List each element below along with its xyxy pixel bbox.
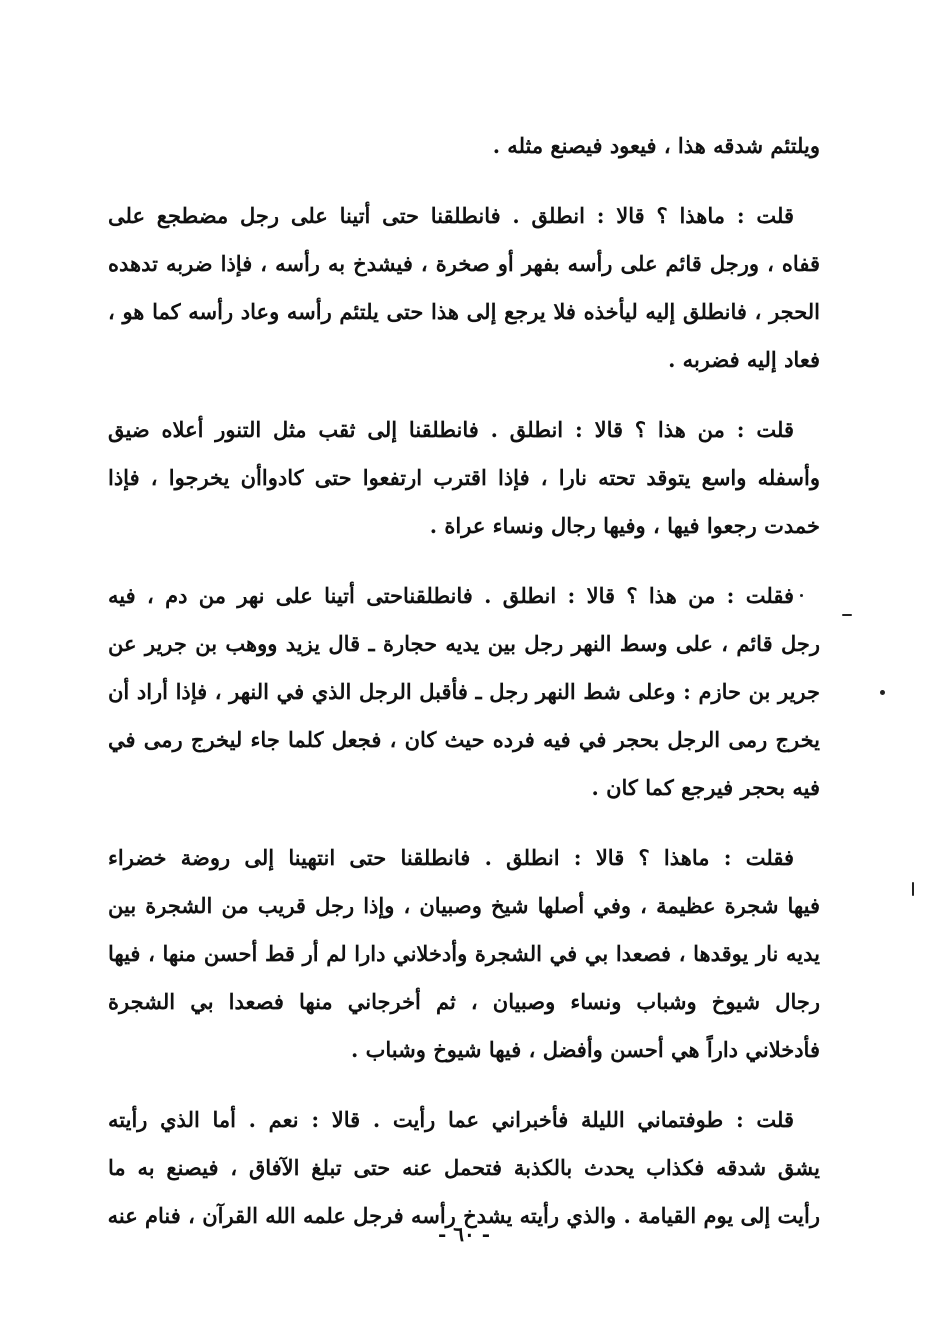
text-line: يخرج رمى الرجل بحجر في فيه فرده حيث كان ، فجعل كلما جاء ليخرج رمى في bbox=[108, 727, 820, 752]
scan-speck bbox=[880, 690, 885, 695]
paragraph-2 bbox=[108, 192, 820, 384]
text-line: يديه نار يوقدها ، فصعدا بي في الشجرة وأدخلاني دارا لم أر قط أحسن منها ، فيها bbox=[108, 941, 820, 966]
text-line: فيه بحجر فيرجع كما كان . bbox=[591, 775, 820, 800]
text-line: رجل قائم ، على وسط النهر رجل بين يديه حجارة ـ قال يزيد ووهب بن جرير عن bbox=[108, 631, 820, 656]
text-line: قلت : من هذا ؟ قالا : انطلق . فانطلقنا إلى ثقب مثل التنور أعلاه ضيق bbox=[108, 417, 794, 442]
text-line: الحجر ، فانطلق إليه ليأخذه فلا يرجع إلى هذا حتى يلتئم رأسه وعاد رأسه كما هو ، bbox=[108, 299, 820, 324]
text-line: قلت : ماهذا ؟ قالا : انطلق . فانطلقنا حتى أتينا على رجل مضطجع على bbox=[108, 203, 794, 228]
text-line: جرير بن حازم : وعلى شط النهر رجل ـ فأقبل الرجل الذي في النهر ، فإذا أراد أن bbox=[108, 679, 820, 704]
text-line: فعاد إليه فضربه . bbox=[668, 347, 820, 372]
text-line: فقلت : ماهذا ؟ قالا : انطلق . فانطلقنا حتى انتهينا إلى روضة خضراء bbox=[108, 845, 794, 870]
text-line: فأدخلاني داراً هي أحسن وأفضل ، فيها شيوخ وشباب . bbox=[351, 1037, 820, 1062]
text-line: ويلتئم شدقه هذا ، فيعود فيصنع مثله . bbox=[492, 133, 820, 158]
scan-speck bbox=[800, 594, 803, 597]
paragraph-4 bbox=[108, 572, 820, 812]
paragraph-3 bbox=[108, 406, 820, 550]
paragraph-1 bbox=[108, 122, 820, 170]
text-line: فيها شجرة عظيمة ، وفي أصلها شيخ وصبيان ، وإذا رجل قريب من الشجرة بين bbox=[108, 893, 820, 918]
scan-speck bbox=[912, 882, 914, 896]
page-number: - ٦٠ - bbox=[437, 1222, 490, 1246]
text-line: يشق شدقه فكذاب يحدث بالكذبة فتحمل عنه حتى تبلغ الآفاق ، فيصنع به ما bbox=[108, 1155, 820, 1180]
text-line: خمدت رجعوا فيها ، وفيها رجال ونساء عراة . bbox=[429, 513, 820, 538]
text-line: فقلت : من هذا ؟ قالا : انطلق . فانطلقناحتى أتينا على نهر من دم ، فيه bbox=[108, 583, 794, 608]
paragraph-6 bbox=[108, 1096, 820, 1240]
text-line: قفاه ، ورجل قائم على رأسه بفهر أو صخرة ، فيشدخ به رأسه ، فإذا ضربه تدهده bbox=[108, 251, 820, 276]
paragraph-5 bbox=[108, 834, 820, 1074]
text-column bbox=[108, 122, 820, 1240]
scan-speck bbox=[842, 614, 852, 616]
text-line: رأيت إلى يوم القيامة . والذي رأيته يشدخ رأسه فرجل علمه الله القرآن ، فنام عنه bbox=[108, 1203, 820, 1228]
text-line: قلت : طوفتماني الليلة فأخبراني عما رأيت . قالا : نعم . أما الذي رأيته bbox=[108, 1107, 794, 1132]
text-line: وأسفله واسع يتوقد تحته نارا ، فإذا اقترب ارتفعوا حتى كادواأن يخرجوا ، فإذا bbox=[108, 465, 820, 490]
text-line: رجال شيوخ وشباب ونساء وصبيان ، ثم أخرجاني منها فصعدا بي الشجرة bbox=[108, 989, 820, 1014]
